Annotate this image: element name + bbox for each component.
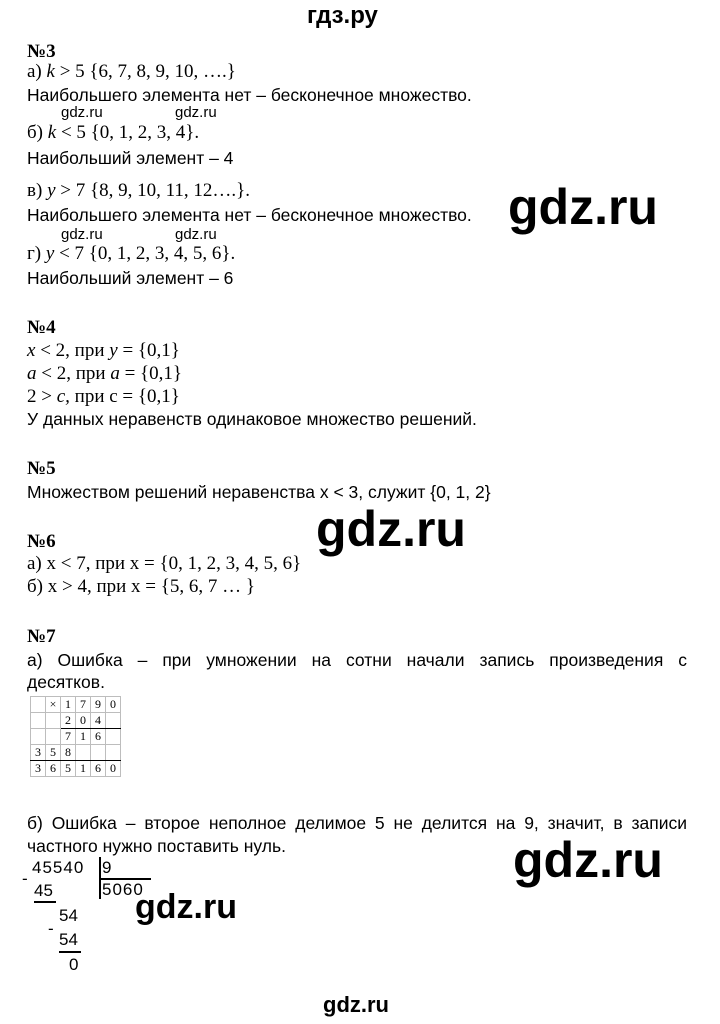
task-6-b: б) х > 4, при х = {5, 6, 7 … } bbox=[27, 576, 255, 597]
grid-row bbox=[31, 761, 121, 777]
watermark-large: gdz.ru bbox=[316, 501, 466, 557]
grid-cell: × bbox=[46, 697, 61, 713]
task-3-a: а) k > 5 {6, 7, 8, 9, 10, ….} bbox=[27, 61, 236, 82]
task-7-a-line-2: десятков. bbox=[27, 672, 105, 692]
dividend: 45540 bbox=[32, 858, 85, 877]
grid-row bbox=[31, 729, 121, 745]
quotient: 5060 bbox=[102, 880, 144, 899]
grid-cell: 1 bbox=[61, 697, 76, 713]
grid-cell: 2 bbox=[61, 713, 76, 729]
grid-cell: 1 bbox=[76, 761, 91, 777]
grid-cell bbox=[106, 729, 121, 745]
grid-cell bbox=[106, 713, 121, 729]
task-3-b: б) k < 5 {0, 1, 2, 3, 4}. bbox=[27, 122, 200, 143]
task-7-title: №7 bbox=[27, 626, 56, 647]
grid-row bbox=[31, 745, 121, 761]
task-5-text: Множеством решений неравенства х < 3, служит {0, 1, 2} bbox=[27, 482, 491, 502]
subtrahend-2: 54 bbox=[59, 930, 78, 949]
grid-cell: 4 bbox=[91, 713, 106, 729]
site-header: гдз.ру bbox=[307, 2, 378, 29]
grid-cell bbox=[31, 729, 46, 745]
grid-row bbox=[31, 697, 121, 713]
underline-2 bbox=[59, 951, 81, 953]
watermark-large: gdz.ru bbox=[508, 179, 658, 235]
grid-cell: 3 bbox=[31, 761, 46, 777]
minus-sign: - bbox=[22, 869, 28, 888]
task-4-line-2: а < 2, при а = {0,1} bbox=[27, 363, 183, 384]
watermark-large: gdz.ru bbox=[513, 832, 663, 888]
task-3-g-note: Наибольший элемент – 6 bbox=[27, 268, 234, 288]
grid-cell: 7 bbox=[61, 729, 76, 745]
grid-cell: 6 bbox=[46, 761, 61, 777]
subtrahend-1: 45 bbox=[34, 881, 53, 900]
task-7-a-line-1: а) Ошибка – при умножении на сотни начали запись произведения с bbox=[27, 650, 687, 670]
grid-cell: 6 bbox=[91, 761, 106, 777]
grid-cell bbox=[76, 745, 91, 761]
task-7-b-line-2: частного нужно поставить нуль. bbox=[27, 836, 286, 856]
task-3-v-note: Наибольшего элемента нет – бесконечное множество. bbox=[27, 205, 472, 225]
grid-cell bbox=[91, 745, 106, 761]
grid-cell: 8 bbox=[61, 745, 76, 761]
grid-cell: 7 bbox=[76, 697, 91, 713]
grid-row bbox=[31, 713, 121, 729]
task-4-title: №4 bbox=[27, 317, 56, 338]
watermark-medium: gdz.ru bbox=[135, 888, 237, 926]
task-3-v: в) у > 7 {8, 9, 10, 11, 12….}. bbox=[27, 180, 250, 201]
task-7-b-line-1: б) Ошибка – второе неполное делимое 5 не делится на 9, значит, в записи bbox=[27, 813, 687, 833]
grid-cell bbox=[106, 745, 121, 761]
grid-cell: 0 bbox=[76, 713, 91, 729]
task-3-g: г) у < 7 {0, 1, 2, 3, 4, 5, 6}. bbox=[27, 243, 236, 264]
task-3-a-note: Наибольшего элемента нет – бесконечное множество. bbox=[27, 85, 472, 105]
grid-cell: 3 bbox=[31, 745, 46, 761]
task-3-b-note: Наибольший элемент – 4 bbox=[27, 148, 234, 168]
watermark-small: gdz.ru bbox=[175, 226, 217, 243]
watermark-small: gdz.ru bbox=[175, 104, 217, 121]
grid-cell: 9 bbox=[91, 697, 106, 713]
task-6-title: №6 bbox=[27, 531, 56, 552]
task-3-title: №3 bbox=[27, 41, 56, 62]
remainder-2: 0 bbox=[69, 955, 79, 974]
grid-cell bbox=[46, 713, 61, 729]
grid-cell bbox=[31, 713, 46, 729]
grid-cell: 0 bbox=[106, 697, 121, 713]
task-4-line-3: 2 > с, при с = {0,1} bbox=[27, 386, 180, 407]
task-6-a: а) х < 7, при х = {0, 1, 2, 3, 4, 5, 6} bbox=[27, 553, 302, 574]
grid-cell: 6 bbox=[91, 729, 106, 745]
grid-cell: 0 bbox=[106, 761, 121, 777]
grid-cell: 5 bbox=[61, 761, 76, 777]
multiplication-grid bbox=[30, 696, 121, 777]
underline-1 bbox=[34, 901, 56, 903]
task-4-note: У данных неравенств одинаковое множество решений. bbox=[27, 409, 477, 429]
grid-cell bbox=[46, 729, 61, 745]
remainder-1: 54 bbox=[59, 906, 78, 925]
grid-cell: 5 bbox=[46, 745, 61, 761]
watermark-small: gdz.ru bbox=[61, 226, 103, 243]
site-footer: gdz.ru bbox=[323, 992, 389, 1017]
grid-cell bbox=[31, 697, 46, 713]
divisor: 9 bbox=[102, 858, 112, 877]
watermark-small: gdz.ru bbox=[61, 104, 103, 121]
grid-cell: 1 bbox=[76, 729, 91, 745]
task-5-title: №5 bbox=[27, 458, 56, 479]
task-4-line-1: х < 2, при у = {0,1} bbox=[27, 340, 180, 361]
minus-sign: - bbox=[48, 919, 54, 938]
